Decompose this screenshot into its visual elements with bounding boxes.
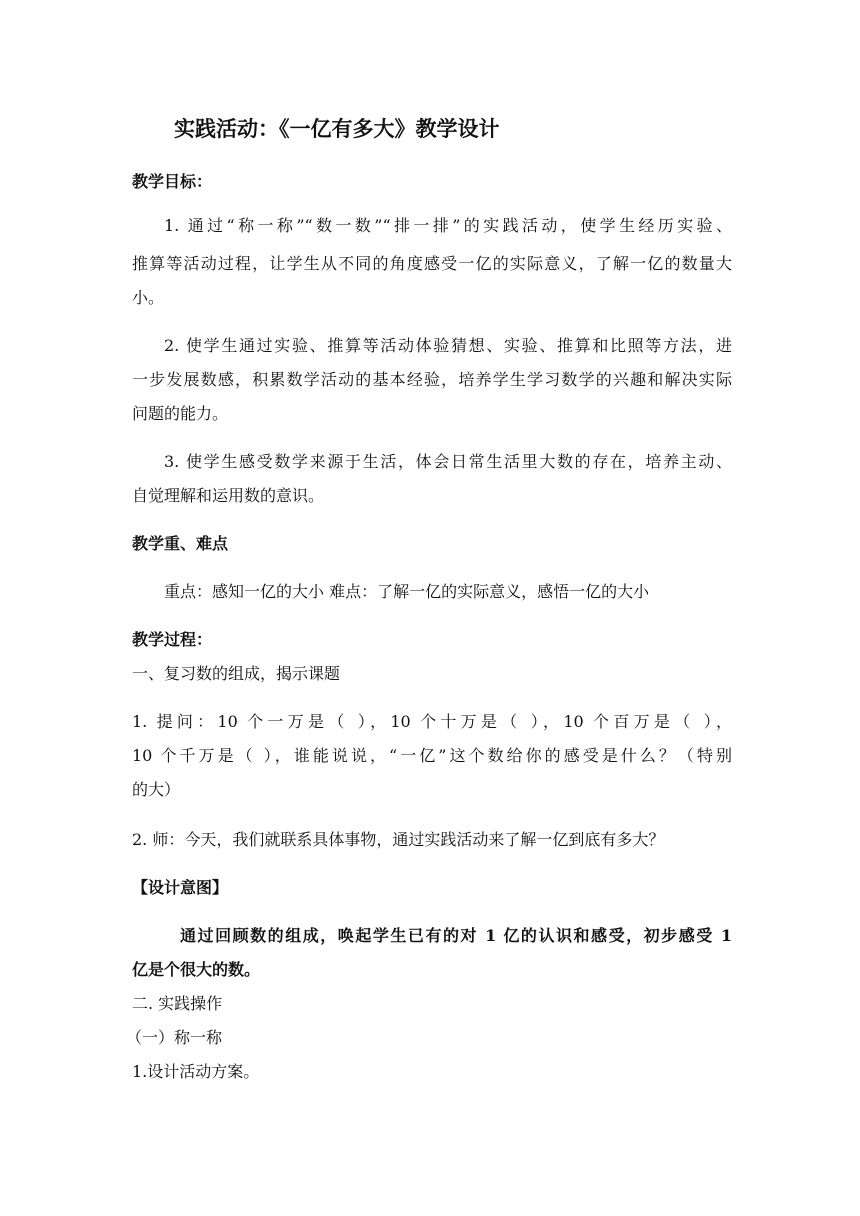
subsection-weigh: （一）称一称 [126, 1028, 223, 1047]
keypoints-heading: 教学重、难点 [132, 534, 229, 553]
question-1-line-2: 10 个千万是（ ），谁能说说，“一亿”这个数给你的感受是什么？（特别 [132, 746, 732, 765]
question-2: 2. 师：今天，我们就联系具体事物，通过实践活动来了解一亿到底有多大？ [132, 830, 665, 849]
process-heading: 教学过程： [132, 630, 213, 649]
design-intent-line-1: 通过回顾数的组成，唤起学生已有的对 1 亿的认识和感受，初步感受 1 [180, 926, 732, 945]
goal-1-line-2: 推算等活动过程，让学生从不同的角度感受一亿的实际意义，了解一亿的数量大 [132, 254, 732, 273]
goal-2-line-2: 一步发展数感，积累数学活动的基本经验，培养学生学习数学的兴趣和解决实际 [132, 370, 732, 389]
section-2-heading: 二. 实践操作 [132, 994, 223, 1013]
design-intent-line-2: 亿是个很大的数。 [132, 960, 261, 979]
keypoints-text: 重点：感知一亿的大小 难点：了解一亿的实际意义，感悟一亿的大小 [164, 582, 650, 601]
goal-3-line-1: 3. 使学生感受数学来源于生活，体会日常生活里大数的存在，培养主动、 [164, 452, 732, 471]
goal-2-line-1: 2. 使学生通过实验、推算等活动体验猜想、实验、推算和比照等方法，进 [164, 336, 732, 355]
goal-2-line-3: 问题的能力。 [132, 404, 229, 423]
document-title: 实践活动：《一亿有多大》教学设计 [174, 117, 500, 141]
goal-3-line-2: 自觉理解和运用数的意识。 [132, 486, 325, 505]
step-1: 1.设计活动方案。 [132, 1062, 260, 1081]
goal-1-line-1: 1. 通过“称一称”“数一数”“排一排”的实践活动，使学生经历实验、 [164, 216, 732, 235]
question-1-line-3: 的大） [132, 780, 181, 799]
design-intent-heading: 【设计意图】 [132, 878, 229, 897]
question-1-line-1: 1. 提问：10 个一万是（ ），10 个十万是（ ），10 个百万是（ ）， [132, 712, 732, 731]
section-1-heading: 一、复习数的组成，揭示课题 [132, 664, 341, 683]
goals-heading: 教学目标： [132, 172, 213, 191]
goal-1-line-3: 小。 [132, 288, 165, 307]
